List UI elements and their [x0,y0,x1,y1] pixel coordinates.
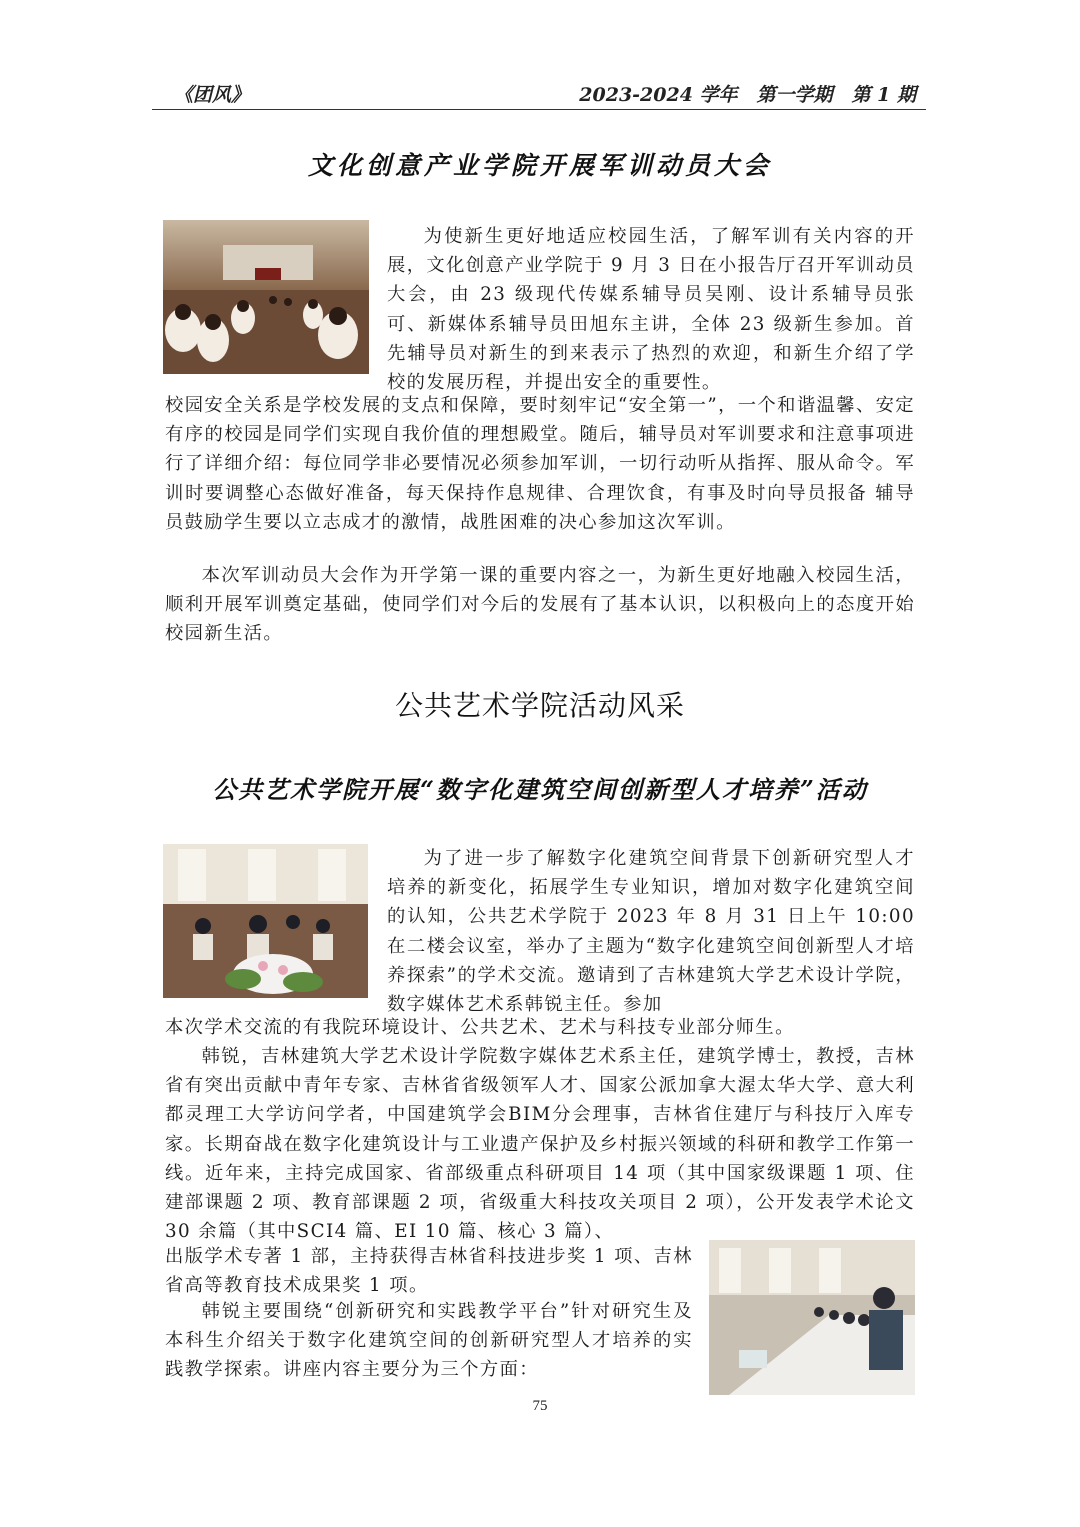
journal-name: 《团风》 [174,84,251,106]
article-paragraph: 校园安全关系是学校发展的支点和保障，要时刻牢记“安全第一”，一个和谐温馨、安定有序的校园是同学们实现自我价值的理想殿堂。随后，辅导员对军训要求和注意事项进行了详细介绍：每位同学非必要情况必须参加军训，一切行动听从指挥、服从命令。军训时要调整心态做好准备，每天保持作息规律、合理饮食，有事及时向导员报备 辅导员鼓励学生要以立志成才的激情，战胜困难的决心参加这次军训。 [165,395,915,533]
article-paragraph: 为使新生更好地适应校园生活，了解军训有关内容的开展，文化创意产业学院于 9 月 3 日在小报告厅召开军训动员大会，由 23 级现代传媒系辅导员吴刚、设计系辅导员张可、新媒体系辅导员田旭东主讲，全体 23 级新生参加。首先辅导员对新生的到来表示了热烈的欢迎，和新生介绍了学校的发展历程，并提出安全的重要性。 [387,226,915,394]
article-paragraph: 韩锐，吉林建筑大学艺术设计学院数字媒体艺术系主任，建筑学博士，教授，吉林省有突出贡献中青年专家、吉林省省级领军人才、国家公派加拿大渥太华大学、意大利都灵理工大学访问学者，中国建筑学会BIM分会理事，吉林省住建厅与科技厅入库专家。长期奋战在数字化建筑设计与工业遗产保护及乡村振兴领域的科研和教学工作第一线。近年来，主持完成国家、省部级重点科研项目 14 项（其中国家级课题 1 项、住建部课题 2 项、教育部课题 2 项，省级重大科技攻关项目 2 项），公开发表学术论文 30 余篇（其中SCI4 篇、EI 10 篇、核心 3 篇）、 [165,1046,915,1243]
section-title: 公共艺术学院活动风采 [394,689,685,722]
lecture-photo [709,1240,915,1395]
article-paragraph: 出版学术专著 1 部，主持获得吉林省科技进步奖 1 项、吉林省高等教育技术成果奖 1 项。 [165,1246,693,1297]
article-title: 公共艺术学院开展“数字化建筑空间创新型人才培养”活动 [212,775,868,804]
page-number: 75 [532,1398,548,1414]
article-title: 文化创意产业学院开展军训动员大会 [307,151,772,180]
article-paragraph: 本次学术交流的有我院环境设计、公共艺术、艺术与科技专业部分师生。 [165,1017,795,1038]
article-paragraph: 韩锐主要围绕“创新研究和实践教学平台”针对研究生及本科生介绍关于数字化建筑空间的创新研究型人才培养的实践教学探索。讲座内容主要分为三个方面： [165,1301,693,1381]
issue-info: 2023-2024 学年 第一学期 第 1 期 [579,84,916,106]
running-header [152,78,924,108]
seminar-photo [163,844,368,998]
mobilization-meeting-photo [163,220,369,374]
article-paragraph: 本次军训动员大会作为开学第一课的重要内容之一，为新生更好地融入校园生活，顺利开展军训奠定基础，使同学们对今后的发展有了基本认识，以积极向上的态度开始校园新生活。 [165,565,915,645]
header-divider [152,109,926,110]
article-paragraph: 为了进一步了解数字化建筑空间背景下创新研究型人才培养的新变化，拓展学生专业知识，增加对数字化建筑空间的认知，公共艺术学院于 2023 年 8 月 31 日上午 10:00 在二楼会议室，举办了主题为“数字化建筑空间创新型人才培养探索”的学术交流。邀请到了吉林建筑大学艺术设计学院，数字媒体艺术系韩锐主任。参加 [387,848,915,1016]
